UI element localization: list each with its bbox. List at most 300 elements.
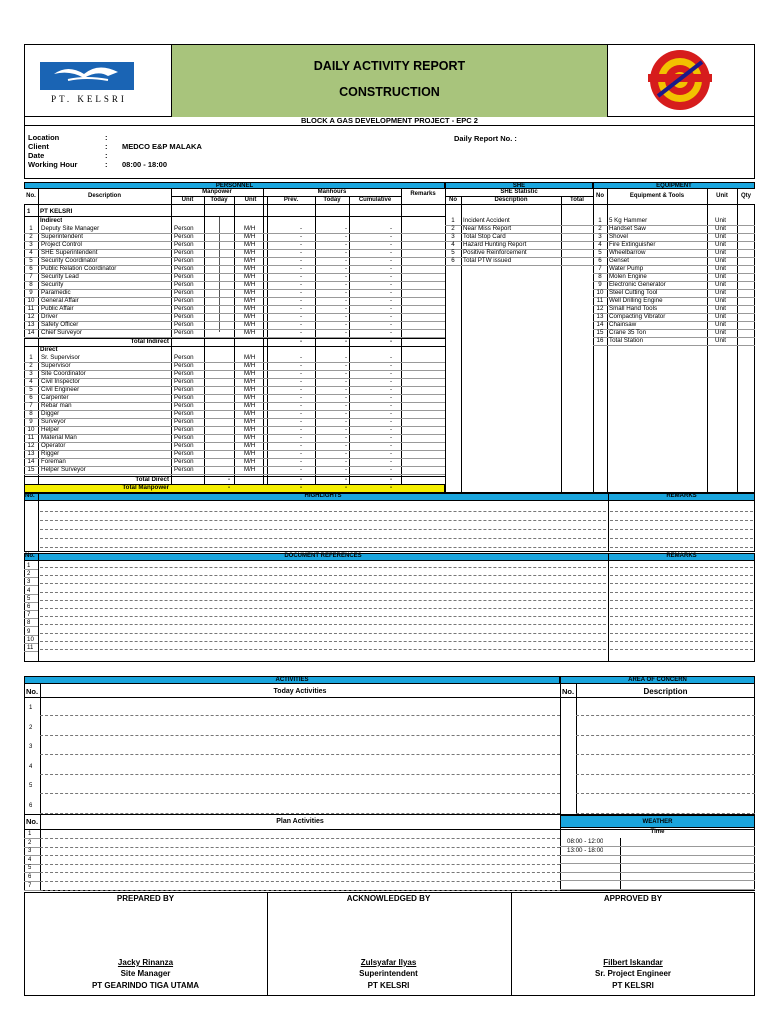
row-today: - [345, 241, 348, 248]
equipment-row-no: 11 [596, 297, 604, 304]
she-header: SHE [445, 182, 593, 189]
row-manpower-unit: Person [174, 378, 194, 385]
row-prev: - [300, 225, 303, 232]
colon: : [105, 142, 108, 151]
row-manpower-unit: Person [174, 297, 194, 304]
plan-activity-no: 7 [28, 881, 32, 889]
activities-no-header: No. [26, 687, 39, 696]
row-description: Superintendent [41, 233, 83, 240]
equipment-row-description: Handset Saw [609, 225, 646, 232]
equipment-row-unit: Unit [715, 273, 727, 280]
row-cumulative: - [390, 402, 393, 409]
row-description: Project Control [41, 241, 82, 248]
row-manhours-unit: M/H [244, 305, 256, 312]
project-title: BLOCK A GAS DEVELOPMENT PROJECT - EPC 2 [24, 117, 755, 126]
row-manhours-unit: M/H [244, 313, 256, 320]
equipment-row-unit: Unit [715, 329, 727, 336]
row-cumulative: - [390, 378, 393, 385]
row-prev: - [300, 305, 303, 312]
row-cumulative: - [390, 442, 393, 449]
col-manhours-unit: Unit [244, 197, 257, 203]
row-manpower-unit: Person [174, 257, 194, 264]
row-today: - [345, 265, 348, 272]
row-today: - [345, 362, 348, 369]
row-no: 3 [29, 370, 33, 377]
row-manpower-unit: Person [174, 354, 194, 361]
today-activity-no: 3 [29, 743, 33, 750]
row-description: Security Coordinator [41, 257, 98, 264]
company-logo-area [24, 44, 172, 117]
row-cumulative: - [390, 370, 393, 377]
title-block [172, 45, 608, 117]
row-no: 4 [29, 249, 33, 256]
today-activity-no: 5 [29, 782, 33, 789]
row-today: - [345, 442, 348, 449]
row-manhours-unit: M/H [244, 402, 256, 409]
row-cumulative: - [390, 410, 393, 417]
today-activities-header: Today Activities [273, 688, 327, 695]
equipment-row-unit: Unit [715, 265, 727, 272]
row-manhours-unit: M/H [244, 321, 256, 328]
equipment-row-no: 10 [596, 289, 604, 296]
row-manpower-unit: Person [174, 394, 194, 401]
client-value: MEDCO E&P MALAKA [122, 142, 202, 151]
docref-row-no: 2 [27, 570, 31, 578]
total-indirect-label: Total Indirect [130, 338, 169, 345]
equipment-row-description: Molen Engine [609, 273, 647, 280]
row-no: 7 [29, 402, 33, 409]
row-description: Foreman [41, 458, 66, 465]
row-cumulative: - [390, 249, 393, 256]
equipment-row-no: 7 [598, 265, 602, 272]
row-manhours-unit: M/H [244, 257, 256, 264]
docref-header: DOCUMENT REFERENCES [284, 553, 362, 559]
she-row-description: Positive Reinforcement [463, 249, 527, 256]
row-manhours-unit: M/H [244, 434, 256, 441]
she-row-description: Near Miss Report [463, 225, 512, 232]
highlights-header: HIGHLIGHTS [304, 493, 342, 499]
docref-row-no: 8 [27, 619, 31, 627]
row-prev: - [300, 249, 303, 256]
col-she-total: Total [570, 197, 584, 203]
equipment-row-description: Total Station [609, 337, 644, 344]
total-indirect-cumulative: - [390, 338, 393, 345]
equipment-row-no: 8 [598, 273, 602, 280]
row-manpower-unit: Person [174, 410, 194, 417]
signature-name: Zulsyafar Ilyas [360, 958, 417, 967]
row-description: Safety Officer [41, 321, 79, 328]
row-prev: - [300, 402, 303, 409]
row-description: Material Man [41, 434, 77, 441]
signature-role-header: APPROVED BY [603, 894, 663, 903]
row-manpower-unit: Person [174, 466, 194, 473]
row-no: 1 [29, 354, 33, 361]
docref-row-no: 4 [27, 586, 31, 594]
row-cumulative: - [390, 297, 393, 304]
row-cumulative: - [390, 289, 393, 296]
row-today: - [345, 418, 348, 425]
row-manhours-unit: M/H [244, 426, 256, 433]
direct-label: Direct [40, 346, 58, 353]
plan-no-header: No. [26, 817, 39, 826]
row-description: Security [41, 281, 64, 288]
total-indirect-prev: - [300, 338, 303, 345]
col-eq-no: No [596, 193, 604, 199]
row-manhours-unit: M/H [244, 450, 256, 457]
row-prev: - [300, 434, 303, 441]
she-row-no: 2 [451, 225, 455, 232]
docref-row-no: 11 [27, 644, 34, 651]
row-manhours-unit: M/H [244, 466, 256, 473]
equipment-row-unit: Unit [715, 297, 727, 304]
row-manpower-unit: Person [174, 273, 194, 280]
company-logo [24, 44, 172, 117]
col-manhours: Manhours [263, 189, 401, 197]
concern-no-header: No. [562, 687, 575, 696]
docref-row-no: 1 [27, 562, 31, 569]
row-manhours-unit: M/H [244, 378, 256, 385]
row-description: Rebar man [41, 402, 72, 409]
row-manpower-unit: Person [174, 426, 194, 433]
equipment-row-no: 2 [598, 225, 602, 232]
row-manpower-unit: Person [174, 313, 194, 320]
total-manpower-mh-today: - [345, 484, 348, 491]
row-prev: - [300, 321, 303, 328]
row-prev: - [300, 297, 303, 304]
row-manhours-unit: M/H [244, 281, 256, 288]
row-manhours-unit: M/H [244, 273, 256, 280]
row-no: 12 [27, 313, 35, 320]
row-today: - [345, 426, 348, 433]
col-manpower: Manpower [171, 189, 263, 197]
total-manpower-today: - [228, 484, 231, 491]
plan-activity-no: 4 [28, 855, 32, 863]
row-manhours-unit: M/H [244, 329, 256, 336]
row-description: Civil Inspector [41, 378, 80, 385]
row-description: General Affair [41, 297, 79, 304]
row-prev: - [300, 378, 303, 385]
col-manpower-unit: Unit [181, 197, 194, 203]
equipment-row-unit: Unit [715, 233, 727, 240]
docref-row-no: 5 [27, 594, 31, 602]
indirect-label: Indirect [40, 217, 63, 224]
row-manhours-unit: M/H [244, 418, 256, 425]
row-manhours-unit: M/H [244, 458, 256, 465]
signature-position: Site Manager [120, 969, 171, 978]
plan-activity-no: 6 [28, 873, 32, 880]
col-cumulative: Cumulative [358, 197, 392, 203]
row-today: - [345, 225, 348, 232]
row-today: - [345, 297, 348, 304]
report-no-label: Daily Report No. : [454, 134, 517, 143]
row-description: Helper [41, 426, 60, 433]
row-no: 8 [29, 410, 33, 417]
row-prev: - [300, 370, 303, 377]
row-description: Digger [41, 410, 60, 417]
row-description: Carpenter [41, 394, 69, 401]
docref-no-header: No. [25, 553, 35, 559]
row-no: 13 [27, 450, 35, 457]
row-description: Security Lead [41, 273, 79, 280]
row-no: 1 [29, 225, 33, 232]
row-today: - [345, 394, 348, 401]
equipment-row-description: Fire Extinguisher [609, 241, 656, 248]
row-manhours-unit: M/H [244, 370, 256, 377]
equipment-row-unit: Unit [715, 257, 727, 264]
concern-description-header: Description [643, 687, 688, 696]
row-description: Deputy Site Manager [41, 225, 100, 232]
row-description: Helper Surveyor [41, 466, 86, 473]
she-row-no: 6 [451, 257, 455, 264]
info-frame [24, 126, 755, 179]
today-activity-no: 4 [29, 762, 33, 770]
she-row-no: 4 [451, 241, 455, 248]
row-description: Surveyor [41, 418, 66, 425]
row-no: 12 [27, 442, 35, 449]
row-manhours-unit: M/H [244, 249, 256, 256]
weather-time: 08:00 - 12:00 [567, 838, 604, 845]
row-manpower-unit: Person [174, 418, 194, 425]
company-logo-text: PT. KELSRI [51, 94, 127, 104]
plan-activity-no: 5 [28, 864, 32, 872]
plan-activity-no: 3 [28, 847, 32, 855]
equipment-row-unit: Unit [715, 217, 727, 224]
working-hour-label: Working Hour [28, 160, 78, 169]
row-description: SHE Superintendent [41, 249, 98, 256]
equipment-row-unit: Unit [715, 305, 727, 312]
row-today: - [345, 434, 348, 441]
row-no: 15 [27, 466, 35, 473]
row-today: - [345, 321, 348, 328]
equipment-row-unit: Unit [715, 321, 727, 328]
she-row-description: Hazard Hunting Report [463, 241, 527, 248]
highlights-table [24, 493, 755, 552]
row-today: - [345, 329, 348, 336]
date-label: Date [28, 151, 45, 160]
row-prev: - [300, 354, 303, 361]
equipment-row-description: Crane 35 Ton [609, 329, 647, 336]
she-row-no: 1 [451, 217, 455, 224]
equipment-row-unit: Unit [715, 241, 727, 248]
row-today: - [345, 466, 348, 473]
location-label: Location [28, 133, 60, 142]
equipment-row-no: 16 [596, 337, 604, 344]
col-prev: Prev. [283, 197, 299, 203]
equipment-row-unit: Unit [715, 249, 727, 256]
signature-name: Filbert Iskandar [603, 958, 663, 967]
col-equipment-tools: Equipment & Tools [629, 193, 685, 199]
row-description: Site Coordinator [41, 370, 86, 377]
row-cumulative: - [390, 426, 393, 433]
row-manhours-unit: M/H [244, 394, 256, 401]
row-description: Rigger [41, 450, 60, 457]
col-she-description: Description [494, 197, 528, 203]
docref-remarks-header: REMARKS [666, 553, 697, 559]
row-cumulative: - [390, 241, 393, 248]
working-hour-value: 08:00 - 18:00 [122, 160, 168, 169]
client-seal-logo [608, 44, 755, 117]
today-activity-no: 1 [29, 704, 33, 711]
row-prev: - [300, 313, 303, 320]
row-description: Driver [41, 313, 58, 320]
row-manpower-unit: Person [174, 442, 194, 449]
row-prev: - [300, 442, 303, 449]
equipment-row-no: 1 [598, 217, 602, 224]
row-no: 4 [29, 378, 33, 385]
row-no: 10 [27, 426, 35, 433]
plan-activity-no: 2 [28, 838, 32, 846]
row-cumulative: - [390, 225, 393, 232]
row-cumulative: - [390, 394, 393, 401]
row-prev: - [300, 273, 303, 280]
total-manpower-prev: - [300, 484, 303, 491]
row-manhours-unit: M/H [244, 289, 256, 296]
equipment-row-no: 15 [596, 329, 604, 336]
equipment-row-description: Well Drilling Engine [609, 297, 663, 304]
col-manhours-today: Today [323, 197, 341, 203]
col-she-no: No [449, 197, 457, 203]
row-today: - [345, 386, 348, 393]
row-description: Paramedic [41, 289, 71, 296]
row-no: 6 [29, 265, 33, 272]
she-row-description: Total Stop Card [463, 233, 506, 240]
row-manhours-unit: M/H [244, 297, 256, 304]
row-today: - [345, 354, 348, 361]
row-cumulative: - [390, 313, 393, 320]
row-prev: - [300, 233, 303, 240]
colon: : [105, 151, 108, 160]
today-activity-no: 2 [29, 723, 33, 731]
plan-activity-no: 1 [28, 830, 32, 837]
row-manpower-unit: Person [174, 225, 194, 232]
row-no: 2 [29, 233, 33, 240]
area-of-concern-header: AREA OF CONCERN [560, 676, 755, 684]
row-today: - [345, 281, 348, 288]
col-she-statistic: SHE Statistic [445, 189, 593, 197]
equipment-row-description: Steel Cutting Tool [609, 289, 658, 296]
weather-time-header: Time [650, 829, 665, 835]
row-no: 5 [29, 257, 33, 264]
row-manpower-unit: Person [174, 281, 194, 288]
row-no: 14 [27, 458, 35, 465]
row-no: 2 [29, 362, 33, 369]
row-cumulative: - [390, 265, 393, 272]
equipment-row-no: 12 [596, 305, 604, 312]
row-manhours-unit: M/H [244, 354, 256, 361]
equipment-row-description: Wheelbarrow [609, 249, 646, 256]
total-manpower-label: Total Manpower [122, 484, 169, 491]
row-today: - [345, 402, 348, 409]
row-today: - [345, 450, 348, 457]
row-description: Public Affair [41, 305, 74, 312]
total-direct-mh-today: - [345, 476, 348, 483]
total-indirect-today: - [345, 338, 348, 345]
group-number: 1 [27, 208, 31, 215]
col-description: Description [87, 193, 121, 199]
signature-company: PT KELSRI [367, 981, 410, 990]
row-today: - [345, 410, 348, 417]
equipment-row-no: 6 [598, 257, 602, 264]
row-manpower-unit: Person [174, 305, 194, 312]
row-cumulative: - [390, 466, 393, 473]
docref-row-no: 3 [27, 578, 31, 586]
equipment-row-unit: Unit [715, 313, 727, 320]
row-manpower-unit: Person [174, 321, 194, 328]
row-prev: - [300, 281, 303, 288]
row-prev: - [300, 241, 303, 248]
docref-row-no: 7 [27, 611, 31, 619]
plan-activities-header: Plan Activities [276, 818, 324, 825]
equipment-row-no: 4 [598, 241, 602, 248]
row-prev: - [300, 410, 303, 417]
equipment-header: EQUIPMENT [593, 182, 755, 189]
equipment-row-description: Shovel [609, 233, 628, 240]
docref-row-no: 10 [27, 635, 34, 643]
docref-row-no: 6 [27, 603, 31, 610]
row-prev: - [300, 362, 303, 369]
col-eq-unit: Unit [716, 193, 728, 199]
report-subtitle: CONSTRUCTION [339, 85, 440, 99]
row-cumulative: - [390, 273, 393, 280]
row-today: - [345, 378, 348, 385]
equipment-row-no: 3 [598, 233, 602, 240]
row-manpower-unit: Person [174, 241, 194, 248]
row-no: 6 [29, 394, 33, 401]
row-cumulative: - [390, 418, 393, 425]
row-manpower-unit: Person [174, 458, 194, 465]
equipment-row-no: 14 [596, 321, 604, 328]
row-cumulative: - [390, 362, 393, 369]
row-cumulative: - [390, 329, 393, 336]
equipment-row-unit: Unit [715, 225, 727, 232]
report-title: DAILY ACTIVITY REPORT [313, 59, 466, 73]
equipment-row-description: Compacting Vibrator [609, 313, 666, 320]
colon: : [105, 160, 108, 169]
row-cumulative: - [390, 257, 393, 264]
highlights-no-header: No. [25, 493, 35, 499]
today-activity-no: 6 [29, 801, 33, 809]
signature-name: Jacky Rinanza [117, 958, 174, 967]
row-description: Chief Surveyor [41, 329, 82, 336]
equipment-row-description: Electronic Generator [609, 281, 666, 288]
row-cumulative: - [390, 233, 393, 240]
equipment-row-no: 9 [598, 281, 602, 288]
row-description: Public Relation Coordinator [41, 265, 117, 272]
signature-role-header: ACKNOWLEDGED BY [346, 894, 431, 903]
row-prev: - [300, 386, 303, 393]
row-manpower-unit: Person [174, 329, 194, 336]
col-remarks: Remarks [410, 191, 436, 197]
row-no: 8 [29, 281, 33, 288]
row-prev: - [300, 426, 303, 433]
row-manhours-unit: M/H [244, 241, 256, 248]
row-no: 11 [27, 305, 35, 312]
total-direct-today: - [228, 476, 231, 483]
row-cumulative: - [390, 386, 393, 393]
row-prev: - [300, 394, 303, 401]
row-manhours-unit: M/H [244, 265, 256, 272]
col-no: No. [26, 193, 36, 199]
row-no: 9 [29, 418, 33, 425]
row-today: - [345, 289, 348, 296]
row-prev: - [300, 289, 303, 296]
row-manpower-unit: Person [174, 450, 194, 457]
colon: : [105, 133, 108, 142]
signature-company: PT KELSRI [612, 981, 654, 990]
row-manpower-unit: Person [174, 249, 194, 256]
row-no: 5 [29, 386, 33, 393]
row-prev: - [300, 466, 303, 473]
